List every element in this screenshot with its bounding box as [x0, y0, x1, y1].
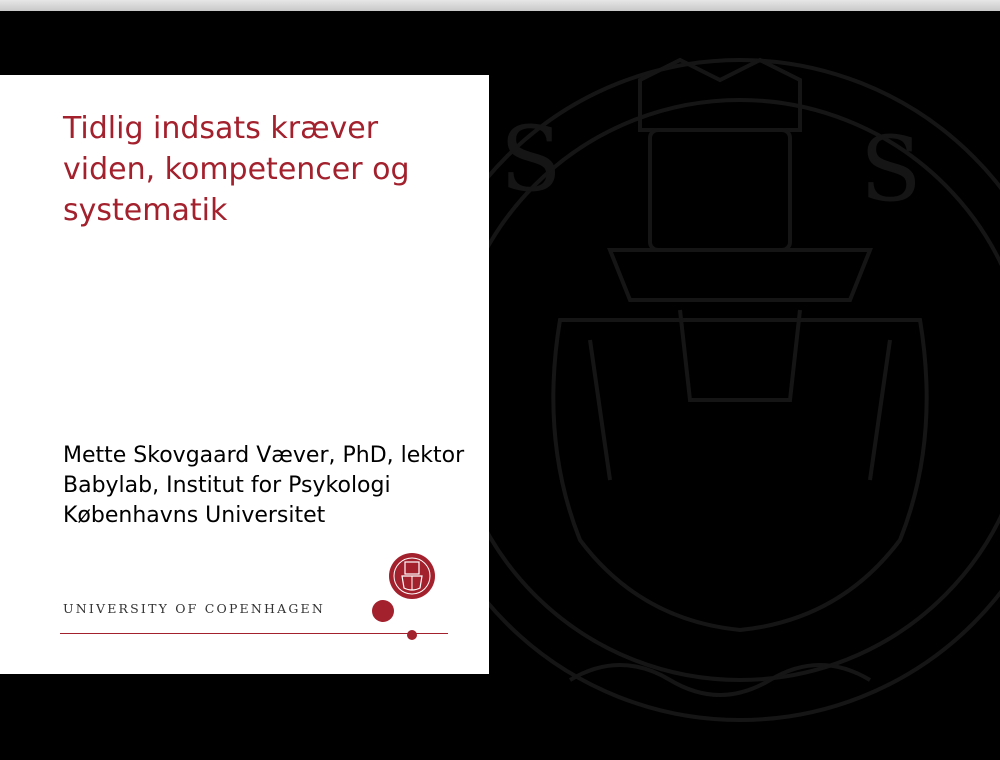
university-name: UNIVERSITY OF COPENHAGEN [63, 601, 325, 616]
author-name: Mette Skovgaard Væver, PhD, lektor [63, 443, 465, 468]
slide-title [63, 108, 483, 231]
university-seal-watermark [440, 20, 1000, 760]
author-department: Babylab, Institut for Psykologi [63, 473, 391, 498]
author-university: Københavns Universitet [63, 503, 326, 528]
top-strip [0, 0, 1000, 11]
title-line: Tidlig indsats kræver [63, 111, 379, 146]
author-info [63, 441, 493, 531]
title-line: viden, kompetencer og [63, 152, 410, 187]
university-rule [60, 633, 448, 634]
university-seal-logo [388, 552, 436, 600]
seal-letter: S [500, 107, 562, 212]
title-line: systematik [63, 193, 228, 228]
accent-dot-small [407, 630, 417, 640]
seal-letter: S [860, 117, 922, 222]
accent-dot-large [372, 600, 394, 622]
